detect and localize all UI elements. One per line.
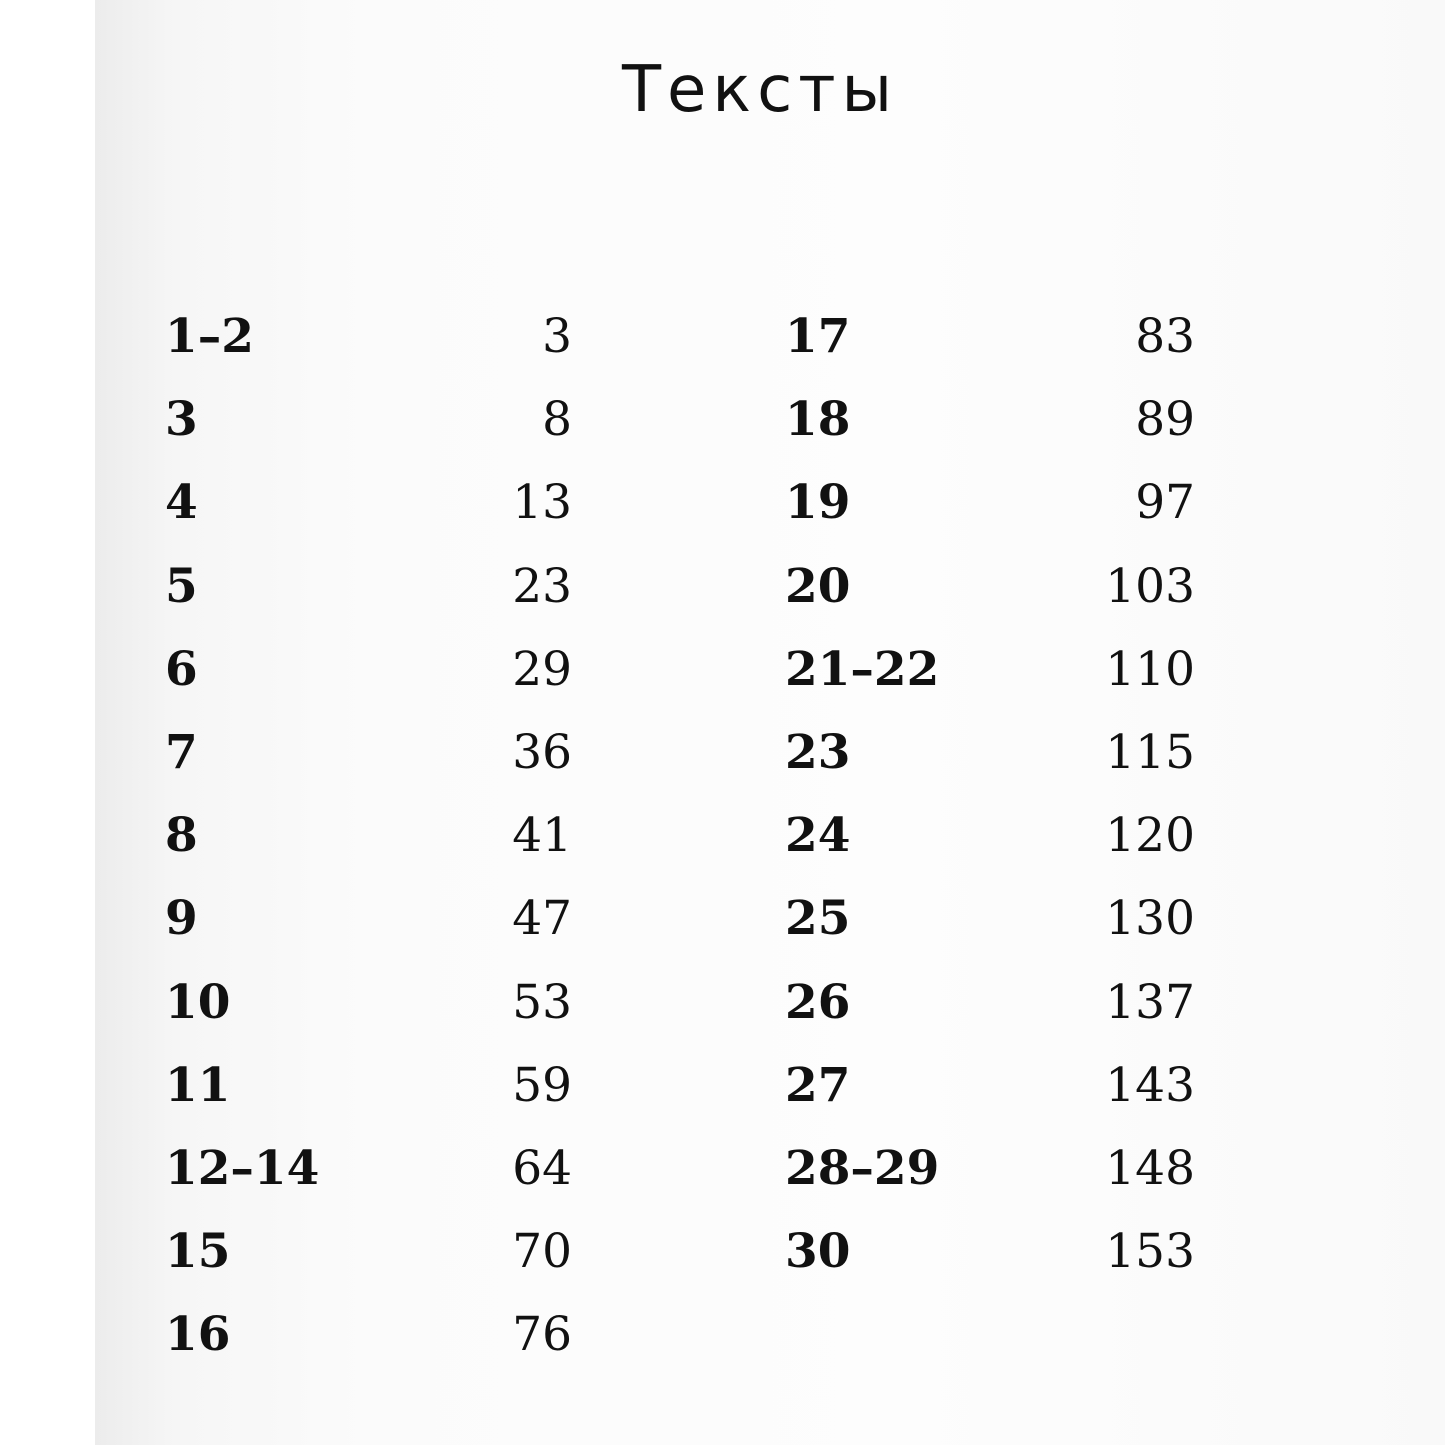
toc-entry-label: 1–2 [165,309,254,364]
page-title: Тексты [621,53,899,127]
toc-entry-label: 25 [785,891,851,947]
toc-entry [165,723,572,783]
toc-entry [165,1305,572,1365]
toc-entry-page: 97 [1135,475,1195,531]
toc-entry [165,307,572,367]
toc-entry-page: 70 [512,1224,572,1280]
toc-entry [165,806,572,866]
toc-entry-label: 20 [785,558,851,614]
toc-entry [165,889,572,949]
toc-entry-label: 26 [785,974,851,1030]
toc-entry [785,1222,1195,1282]
toc-entry [785,557,1195,617]
toc-entry-label: 6 [165,641,198,697]
toc-entry-page: 130 [1105,891,1195,947]
toc-entry [165,640,572,700]
toc-entry [165,473,572,533]
toc-entry-page: 110 [1105,641,1195,697]
toc-entry-label: 4 [165,475,198,531]
toc-entry [165,1222,572,1282]
toc-entry-page: 76 [512,1307,572,1363]
toc-entry-label: 15 [165,1224,231,1280]
toc-entry-label: 12–14 [165,1141,320,1196]
toc-entry [165,1139,572,1199]
toc-entry-label: 18 [785,392,851,448]
toc-entry-page: 153 [1105,1224,1195,1280]
toc-entry-page: 83 [1135,309,1195,364]
toc-entry-label: 10 [165,974,231,1030]
toc-entry-label: 28–29 [785,1141,940,1196]
toc-entry-page: 148 [1105,1141,1195,1196]
toc-entry-page: 115 [1105,725,1195,780]
toc-entry [165,1056,572,1116]
toc-entry-page: 64 [512,1141,572,1196]
toc-entry-page: 8 [542,392,572,448]
toc-entry [785,889,1195,949]
toc-entry-page: 143 [1105,1057,1195,1113]
toc-entry-page: 13 [512,475,572,531]
toc-entry [785,640,1195,700]
toc-entry-label: 21–22 [785,641,940,697]
toc-entry-label: 17 [785,309,851,364]
toc-entry-page: 47 [512,891,572,947]
toc-entry-page: 53 [512,974,572,1030]
toc-entry [165,557,572,617]
toc-entry [785,973,1195,1033]
toc-entry [785,723,1195,783]
toc-entry [785,1139,1195,1199]
toc-entry-label: 11 [165,1057,231,1113]
toc-entry-label: 24 [785,808,851,864]
toc-entry-page: 103 [1105,558,1195,614]
toc-entry-page: 41 [512,808,572,864]
toc-entry-page: 137 [1105,974,1195,1030]
toc-entry [785,390,1195,450]
toc-entry-page: 23 [512,558,572,614]
toc-entry-label: 16 [165,1307,231,1363]
toc-entry-page: 36 [512,725,572,780]
toc-entry-page: 29 [512,641,572,697]
toc-entry-label: 7 [165,725,198,780]
toc-entry-page: 59 [512,1057,572,1113]
toc-entry-label: 8 [165,808,198,864]
toc-entry [785,473,1195,533]
toc-entry-label: 30 [785,1224,851,1280]
toc-entry-label: 23 [785,725,851,780]
toc-entry [165,973,572,1033]
toc-entry-page: 3 [542,309,572,364]
toc-entry-page: 120 [1105,808,1195,864]
toc-entry [785,1056,1195,1116]
toc-entry-label: 5 [165,558,198,614]
toc-entry-label: 3 [165,392,198,448]
toc-entry [165,390,572,450]
toc-entry [785,307,1195,367]
toc-entry [785,806,1195,866]
toc-entry-page: 89 [1135,392,1195,448]
toc-entry-label: 9 [165,891,198,947]
toc-entry-label: 19 [785,475,851,531]
toc-entry-label: 27 [785,1057,851,1113]
